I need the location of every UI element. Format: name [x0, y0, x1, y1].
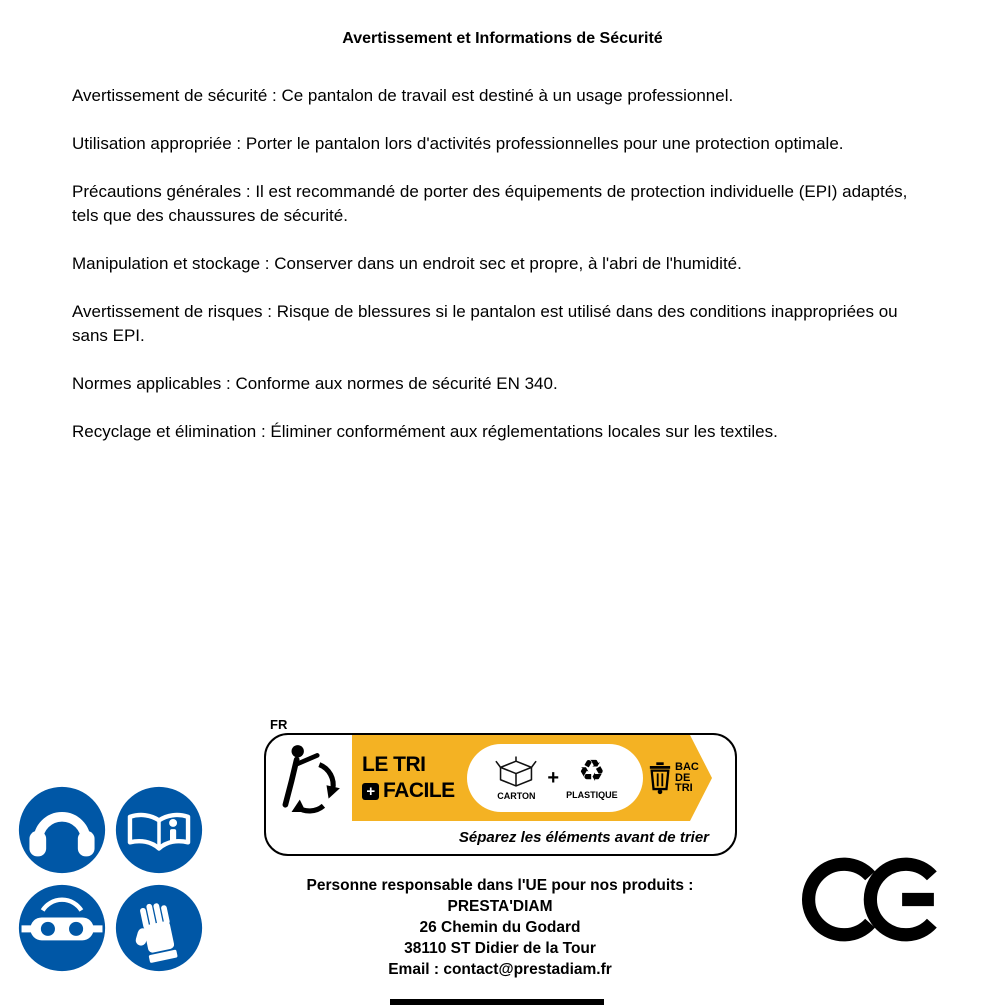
- carton-label: CARTON: [497, 791, 536, 801]
- sorting-instruction: Séparez les éléments avant de trier: [458, 829, 709, 846]
- carton-material: [492, 755, 540, 801]
- materials-oval: [467, 744, 643, 812]
- safety-pictogram-grid: [18, 786, 203, 972]
- plastique-material: [566, 756, 618, 800]
- facile-line: + FACILE: [362, 778, 455, 804]
- responsible-intro: Personne responsable dans l'UE pour nos produits :: [306, 877, 694, 894]
- safety-paragraph: Recyclage et élimination : Éliminer conformément aux réglementations locales sur les textiles.: [72, 422, 778, 441]
- recycling-sorting-label: [264, 733, 737, 856]
- company-name: PRESTA'DIAM: [447, 898, 553, 915]
- bac-de-tri-label: BAC DE TRI: [675, 761, 699, 795]
- country-code-label: FR: [270, 717, 288, 732]
- responsible-person-block: [240, 875, 760, 980]
- plastique-label: PLASTIQUE: [566, 790, 618, 800]
- le-tri-line: LE TRI: [362, 753, 426, 776]
- triman-icon: [272, 742, 344, 814]
- safety-paragraph: Manipulation et stockage : Conserver dans un endroit sec et propre, à l'abri de l'humidité.: [72, 254, 742, 273]
- wear-ear-protection-icon: [18, 786, 106, 874]
- safety-paragraph: Avertissement de sécurité : Ce pantalon de travail est destiné à un usage professionnel.: [72, 86, 734, 105]
- wear-eye-protection-icon: [18, 884, 106, 972]
- cardboard-box-icon: [492, 755, 540, 789]
- address-line: 38110 ST Didier de la Tour: [404, 940, 596, 957]
- safety-paragraph: Utilisation appropriée : Porter le pantalon lors d'activités professionnelles pour une protection optimale.: [72, 134, 844, 153]
- plus-box-icon: +: [362, 783, 379, 800]
- safety-paragraph: Avertissement de risques : Risque de blessures si le pantalon est utilisé dans des conditions inappropriées ou sans EPI.: [72, 302, 898, 345]
- ce-marking-icon: [798, 850, 948, 949]
- safety-text-block: [72, 84, 917, 468]
- read-instruction-manual-icon: [115, 786, 203, 874]
- address-line: 26 Chemin du Godard: [419, 919, 581, 936]
- recycling-triangle-icon: ♻: [578, 754, 606, 789]
- page-title: Avertissement et Informations de Sécurité: [342, 30, 663, 47]
- cropped-element-edge: [390, 999, 604, 1005]
- trash-bin-icon: [648, 760, 672, 796]
- plus-separator: +: [547, 766, 560, 789]
- recycling-label-main-row: [266, 735, 735, 821]
- le-tri-facile-wordmark: [362, 752, 455, 804]
- wear-protective-gloves-icon: [115, 884, 203, 972]
- sorting-bin-block: [648, 735, 700, 821]
- safety-paragraph: Précautions générales : Il est recommandé de porter des équipements de protection individuelle (EPI) adaptés, tels que des chaussures de sécurité.: [72, 182, 908, 225]
- safety-paragraph: Normes applicables : Conforme aux normes de sécurité EN 340.: [72, 374, 558, 393]
- contact-email: Email : contact@prestadiam.fr: [388, 961, 612, 978]
